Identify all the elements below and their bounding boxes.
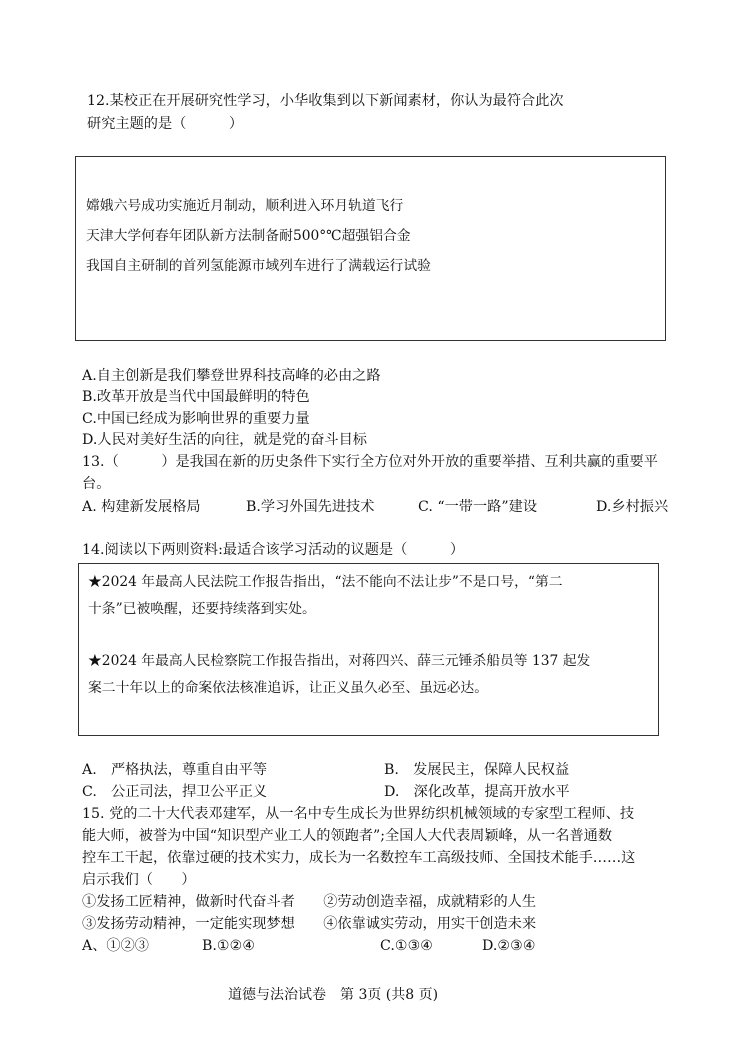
q14-material1-line1: ★2024 年最高人民法院工作报告指出，“法不能向不法让步”不是口号，“第二	[88, 574, 563, 590]
q13-option-a: A. 构建新发展格局	[82, 499, 201, 515]
q12-news-box	[75, 156, 666, 341]
q15-statements-1: ①发扬工匠精神，做新时代奋斗者 ②劳动创造幸福，成就精彩的人生	[82, 894, 537, 910]
q12-option-c: C.中国已经成为影响世界的重要力量	[82, 411, 310, 427]
q14-material1-line2: 十条”已被唤醒，还要持续落到实处。	[88, 601, 316, 617]
q12-stem-line2: 研究主题的是（ ）	[87, 116, 244, 132]
q14-material2-line2: 案二十年以上的命案依法核准追诉，让正义虽久必至、虽远必达。	[88, 680, 489, 696]
q12-option-d: D.人民对美好生活的向往，就是党的奋斗目标	[82, 432, 367, 448]
q15-option-c: C.①③④	[380, 938, 434, 954]
q12-news-item: 我国自主研制的首列氢能源市域列车进行了满载运行试验	[86, 258, 431, 274]
q13-stem-line2: 台。	[82, 476, 111, 492]
page-footer: 道德与法治试卷 第 3页 (共8 页)	[228, 987, 439, 1003]
q15-stem-line: 能大师，被誉为中国“知识型产业工人的领跑者”;全国人大代表周颖峰，从一名普通数	[82, 828, 613, 844]
q13-option-c: C. “一带一路”建设	[418, 499, 538, 515]
q15-stem-line: 控车工干起，依靠过硬的技术实力，成长为一名数控车工高级技师、全国技术能手……这	[82, 850, 636, 866]
q15-option-a: A、①②③	[82, 938, 149, 954]
q12-news-item: 嫦娥六号成功实施近月制动，顺利进入环月轨道飞行	[86, 198, 404, 214]
q14-material2-line1: ★2024 年最高人民检察院工作报告指出，对蒋四兴、薛三元锤杀船员等 137 起发	[88, 653, 591, 669]
q14-option-d: D. 深化改革，提高开放水平	[384, 784, 570, 800]
q14-stem: 14.阅读以下两则资料:最适合该学习活动的议题是（ ）	[82, 542, 465, 558]
q12-option-b: B.改革开放是当代中国最鲜明的特色	[82, 389, 310, 405]
q15-option-b: B.①②④	[202, 938, 256, 954]
q14-material-box	[78, 563, 659, 736]
q13-option-d: D.乡村振兴	[596, 499, 669, 515]
q12-news-item: 天津大学何春年团队新方法制备耐500°℃超强铝合金	[86, 228, 411, 244]
q14-option-a: A. 严格执法，尊重自由平等	[82, 762, 268, 778]
q14-option-b: B. 发展民主，保障人民权益	[384, 762, 570, 778]
q15-stem-line: 15. 党的二十大代表邓建军，从一名中专生成长为世界纺织机械领域的专家型工程师、技	[82, 806, 635, 822]
q13-option-b: B.学习外国先进技术	[246, 499, 375, 515]
q15-statements-2: ③发扬劳动精神，一定能实现梦想 ④依靠诚实劳动，用实干创造未来	[82, 916, 537, 932]
q13-stem-line1: 13.（ ）是我国在新的历史条件下实行全方位对外开放的重要举措、互利共赢的重要平	[82, 454, 658, 470]
q12-stem-line1: 12.某校正在开展研究性学习，小华收集到以下新闻素材，你认为最符合此次	[87, 93, 564, 109]
q15-stem-line: 启示我们（ ）	[82, 872, 196, 888]
q12-option-a: A.自主创新是我们攀登世界科技高峰的必由之路	[82, 368, 381, 384]
q14-option-c: C. 公正司法，捍卫公平正义	[82, 784, 268, 800]
q15-option-d: D.②③④	[482, 938, 536, 954]
